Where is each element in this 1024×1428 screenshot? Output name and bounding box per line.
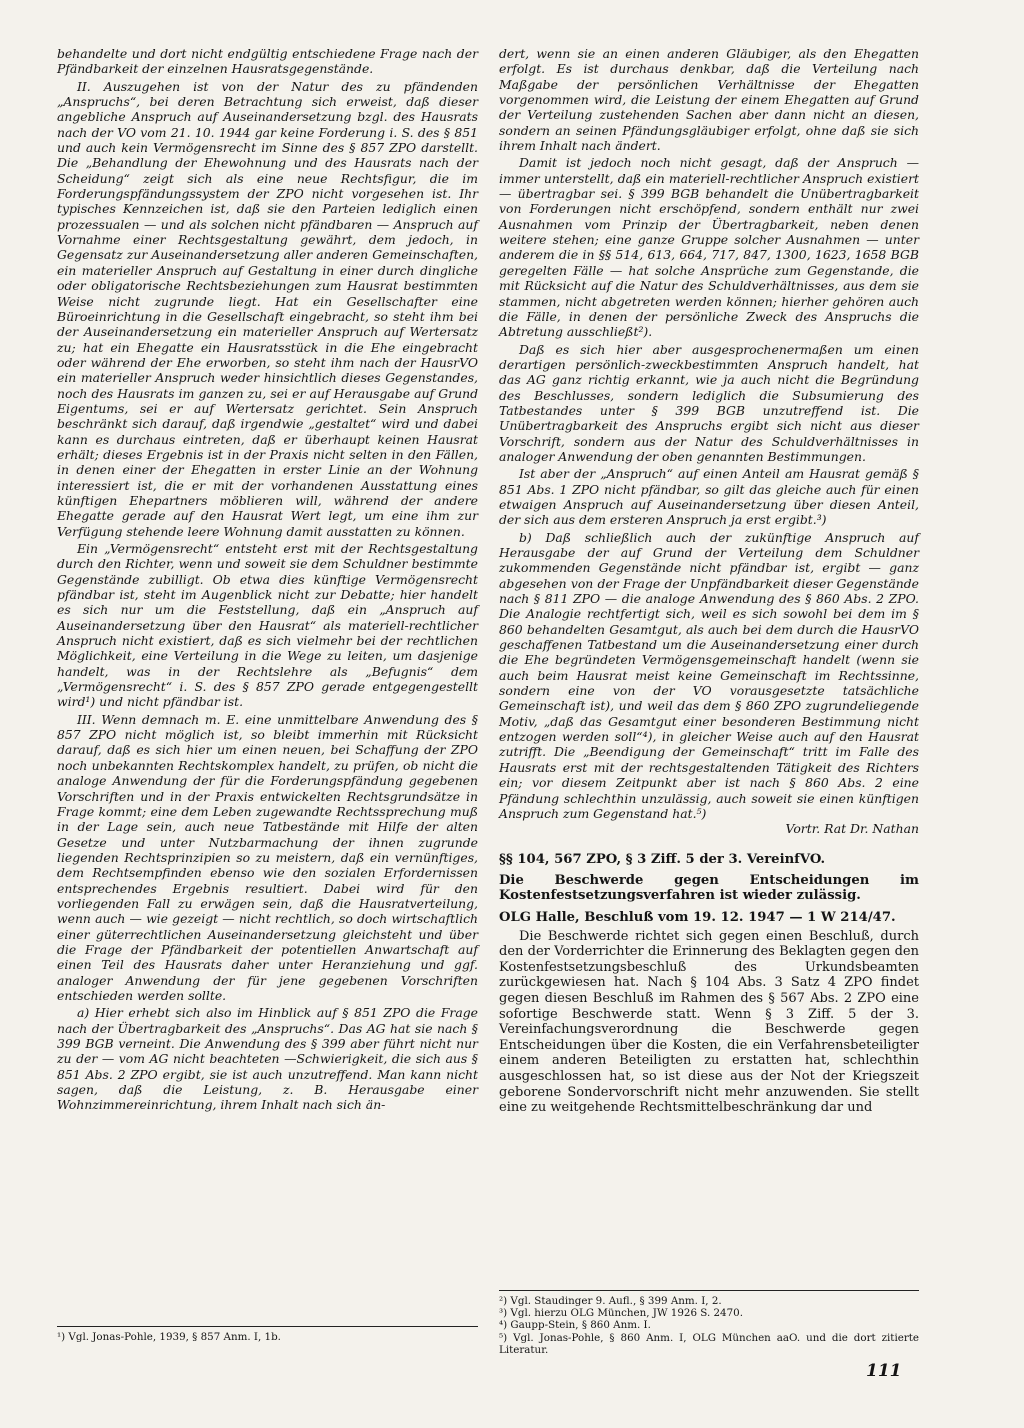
- footnote-5: ⁵) Vgl. Jonas-Pohle, § 860 Anm. I, OLG München aaO. und die dort zitierte Literatur.: [499, 1331, 919, 1356]
- paragraph-anteil: Ist aber der „Anspruch“ auf einen Anteil am Hausrat gemäß § 851 Abs. 1 ZPO nicht pfändbar, so gilt das gleiche auch für einen etwaigen Anspruch auf Auseinandersetzung über diesen Anteil, der sich aus dem ersteren Anspruch ja erst ergibt.³): [499, 466, 919, 528]
- paragraph-a: a) Hier erhebt sich also im Hinblick auf § 851 ZPO die Frage nach der Übertragbarkeit des „Anspruchs“. Das AG hat sie nach § 399 BGB verneint. Die Anwendung des § 399 aber führt nicht nur zu der — vom AG nicht beachteten —Schwierigkeit, die sich aus § 851 Abs. 2 ZPO ergibt, sie ist auch unzutreffend. Man kann nicht sagen, daß die Leistung, z. B. Herausgabe einer Wohnzimmereinrichtung, ihrem Inhalt nach sich än-: [57, 1005, 478, 1113]
- paragraph-section-ii: II. Auszugehen ist von der Natur des zu pfändenden „Anspruchs“, bei deren Betrachtung sich erweist, daß dieser angebliche Anspruch auf Auseinandersetzung bzgl. des Hausrats nach der VO vom 21. 10. 1944 gar keine Forderung i. S. des § 851 und auch kein Vermögensrecht im Sinne des § 857 ZPO darstellt. Die „Behandlung der Ehewohnung und des Hausrats nach der Scheidung“ zeigt sich als eine neue Rechtsfigur, die im Forderungspfändungssystem der ZPO nicht vorgesehen ist. Ihr typisches Kennzeichen ist, daß sie den Parteien lediglich einen prozessualen — und als solchen nicht pfändbaren — Anspruch auf Vornahme einer Rechtsgestaltung gewährt, dem jedoch, in Gegensatz zur Auseinandersetzung aller anderen Gemeinschaften, ein materieller Anspruch auf Gestaltung in einer durch dingliche oder obligatorische Rechtsbeziehungen zum Hausrat bestimmten Weise nicht zugrunde liegt. Hat ein Gesellschafter eine Büroeinrichtung in die Gesellschaft eingebracht, so steht ihm bei der Auseinandersetzung ein materieller Anspruch auf Wertersatz zu; hat ein Ehegatte ein Hausratsstück in die Ehe eingebracht oder während der Ehe erworben, so steht ihm nach der HausrVO ein materieller Anspruch weder hinsichtlich dieses Gegenstandes, noch des Hausrats im ganzen zu, sei er auf Herausgabe auf Grund Eigentums, sei er auf Wertersatz gerichtet. Sein Anspruch beschränkt sich darauf, daß irgendwie „gestaltet“ wird und dabei kann es durchaus eintreten, daß er überhaupt keinen Hausrat erhält; dieses Ergebnis ist in der Praxis nicht selten in den Fällen, in denen einer der Ehegatten in erster Linie an der Wohnung interessiert ist, die er mit der vorhandenen Ausstattung eines künftigen Ehepartners möblieren will, während der andere Ehegatte gerade auf den Hausrat Wert legt, um eine ihm zur Verfügung stehende leere Wohnung damit ausstatten zu können.: [57, 78, 478, 539]
- paragraph-vermoegensrecht: Ein „Vermögensrecht“ entsteht erst mit der Rechtsgestaltung durch den Richter, wenn und soweit sie dem Schuldner bestimmte Gegenstände zubilligt. Ob etwa dies künftige Vermögensrecht pfändbar ist, steht im Augenblick nicht zur Debatte; hier handelt es sich nur um die Feststellung, daß ein „Anspruch auf Auseinandersetzung über den Hausrat“ als materiell-rechtlicher Anspruch nicht existiert, daß es sich vielmehr bei der rechtlichen Möglichkeit, eine Verteilung in die Wege zu leiten, um dasjenige handelt, was in der Rechtslehre als „Befugnis“ dem „Vermögensrecht“ i. S. des § 857 ZPO gerade entgegengestellt wird¹) und nicht pfändbar ist.: [57, 541, 478, 710]
- headnote: Die Beschwerde gegen Entscheidungen im Kostenfestsetzungsverfahren ist wieder zulässig.: [499, 873, 919, 904]
- paragraph-continuation: behandelte und dort nicht endgültig entschiedene Frage nach der Pfändbarkeit der einzelnen Hausratsgegenstände.: [57, 46, 478, 77]
- footnote-3: ³) Vgl. hierzu OLG München, JW 1926 S. 2470.: [499, 1307, 743, 1320]
- paragraph-continuation-right: dert, wenn sie an einen anderen Gläubiger, als den Ehegatten erfolgt. Es ist durchaus denkbar, daß die Verteilung nach Maßgabe der persönlichen Verhältnisse der Ehegatten vorgenommen wird, die Leistung der einem Ehegatten auf Grund der Verteilung zustehenden Sachen aber dann nicht an diesen, sondern an seinen Pfändungsgläubiger erfolgt, ohne daß sie sich ihrem Inhalt nach ändert.: [499, 46, 919, 154]
- page-number: 111: [866, 1361, 902, 1381]
- decision-body: Die Beschwerde richtet sich gegen einen Beschluß, durch den der Vorderrichter die Erinnerung des Beklagten gegen den Kostenfestsetzungsbeschluß des Urkundsbeamten zurückgewiesen hat. Nach § 104 Abs. 3 Satz 4 ZPO findet gegen diesen Beschluß im Rahmen des § 567 Abs. 2 ZPO eine sofortige Beschwerde statt. Wenn § 3 Ziff. 5 der 3. Vereinfachungsverordnung die Beschwerde gegen Entscheidungen über die Kosten, die ein Verfahrensbeteiligter einem anderen Beteiligten zu erstatten hat, schlechthin ausgeschlossen hat, so ist diese aus der Not der Kriegszeit geborene Sondervorschrift nicht mehr anzuwenden. Sie stellt eine zu weitgehende Rechtsmittelbeschränkung dar und: [499, 928, 919, 1116]
- left-column: [57, 46, 478, 1113]
- paragraph-b: b) Daß schließlich auch der zukünftige Anspruch auf Herausgabe der auf Grund der Verteilung dem Schuldner zukommenden Gegenstände nicht pfändbar ist, ergibt — ganz abgesehen von der Frage der Unpfändbarkeit dieser Gegenstände nach § 811 ZPO — die analoge Anwendung des § 860 Abs. 2 ZPO. Die Analogie rechtfertigt sich, weil es sich sowohl bei dem im § 860 behandelten Gesamtgut, als auch bei dem durch die HausrVO geschaffenen Tatbestand um die Auseinandersetzung einer durch die Ehe begründeten Vermögensgemeinschaft handelt (wenn sie auch beim Hausrat meist keine Gemeinschaft im Rechtssinne, sondern eine von der VO vorausgesetzte tatsächliche Gemeinschaft ist), und weil das dem § 860 ZPO zugrundeliegende Motiv, „daß das Gesamtgut einer besonderen Bestimmung nicht entzogen werden soll“⁴), in gleicher Weise auch auf den Hausrat zutrifft. Die „Beendigung der Gemeinschaft“ tritt im Falle des Hausrats erst mit der rechtsgestaltenden Tätigkeit des Richters ein; vor diesem Zeitpunkt aber ist nach § 860 Abs. 2 eine Pfändung schlechthin unzulässig, auch soweit sie einen künftigen Anspruch zum Gegenstand hat.⁵): [499, 529, 919, 821]
- footnote-4: ⁴) Gaupp-Stein, § 860 Anm. I.: [499, 1319, 651, 1332]
- footnote-1: ¹) Vgl. Jonas-Pohle, 1939, § 857 Anm. I, 1b.: [57, 1331, 281, 1343]
- footnote-2: ²) Vgl. Staudinger 9. Aufl., § 399 Anm. I, 2.: [499, 1295, 722, 1307]
- footnotes-left: [57, 1326, 478, 1343]
- court-decision-line: OLG Halle, Beschluß vom 19. 12. 1947 — 1 W 214/47.: [499, 909, 896, 925]
- footnotes-right: [499, 1290, 919, 1356]
- statute-heading: §§ 104, 567 ZPO, § 3 Ziff. 5 der 3. VereinfVO.: [499, 852, 826, 868]
- author-signature: Vortr. Rat Dr. Nathan: [785, 821, 919, 837]
- paragraph-section-iii: III. Wenn demnach m. E. eine unmittelbare Anwendung des § 857 ZPO nicht möglich ist, so bleibt immerhin mit Rücksicht darauf, daß es sich hier um einen neuen, bei Schaffung der ZPO noch unbekannten Rechtskomplex handelt, zu prüfen, ob nicht die analoge Anwendung der für die Forderungspfändung gegebenen Vorschriften und in der Praxis entwickelten Rechtsgrundsätze in Frage kommt; eine dem Leben zugewandte Rechtssprechung muß in der Lage sein, auch neue Tatbestände mit Hilfe der alten Gesetze und unter Nutzbarmachung der ihnen zugrunde liegenden Rechtsprinzipien so zu meistern, daß ein vernünftiges, dem Rechtsempfinden ebenso wie den sozialen Erfordernissen entsprechendes Ergebnis resultiert. Dabei wird für den vorliegenden Fall zu erwägen sein, daß die Hausratverteilung, wenn auch — wie gezeigt — nicht rechtlich, so doch wirtschaftlich einer güterrechtlichen Auseinandersetzung gleichsteht und über die Frage der Pfändbarkeit der potentiellen Anwartschaft auf einen Teil des Hausrats daher unter Heranziehung und ggf. analoger Anwendung der für jene gegebenen Vorschriften entschieden werden sollte.: [57, 711, 478, 1003]
- paragraph-persoenlich-zweck: Daß es sich hier aber ausgesprochenermaßen um einen derartigen persönlich-zweckbestimmten Anspruch handelt, hat das AG ganz richtig erkannt, wie ja auch nicht die Begründung des Beschlusses, sondern lediglich die Subsumierung des Tatbestandes unter § 399 BGB unzutreffend ist. Die Unübertragbarkeit des Anspruchs ergibt sich nicht aus dieser Vorschrift, sondern aus der Natur des Schuldverhältnisses in analoger Anwendung der oben genannten Bestimmungen.: [499, 341, 919, 464]
- right-column: [499, 46, 919, 1116]
- paragraph-uebertragbarkeit: Damit ist jedoch noch nicht gesagt, daß der Anspruch — immer unterstellt, daß ein materiell-rechtlicher Anspruch existiert — übertragbar sei. § 399 BGB behandelt die Unübertragbarkeit von Forderungen nicht erschöpfend, sondern enthält nur zwei Ausnahmen vom Prinzip der Übertragbarkeit, neben denen weitere stehen; eine ganze Gruppe solcher Ausnahmen — unter anderem die in §§ 514, 613, 664, 717, 847, 1300, 1623, 1658 BGB geregelten Fälle — hat solche Ansprüche zum Gegenstande, die mit Rücksicht auf die Natur des Schuldverhältnisses, aus dem sie stammen, nicht abgetreten werden können; hierher gehören auch die Fälle, in denen der persönliche Zweck des Anspruchs die Abtretung ausschließt²).: [499, 155, 919, 340]
